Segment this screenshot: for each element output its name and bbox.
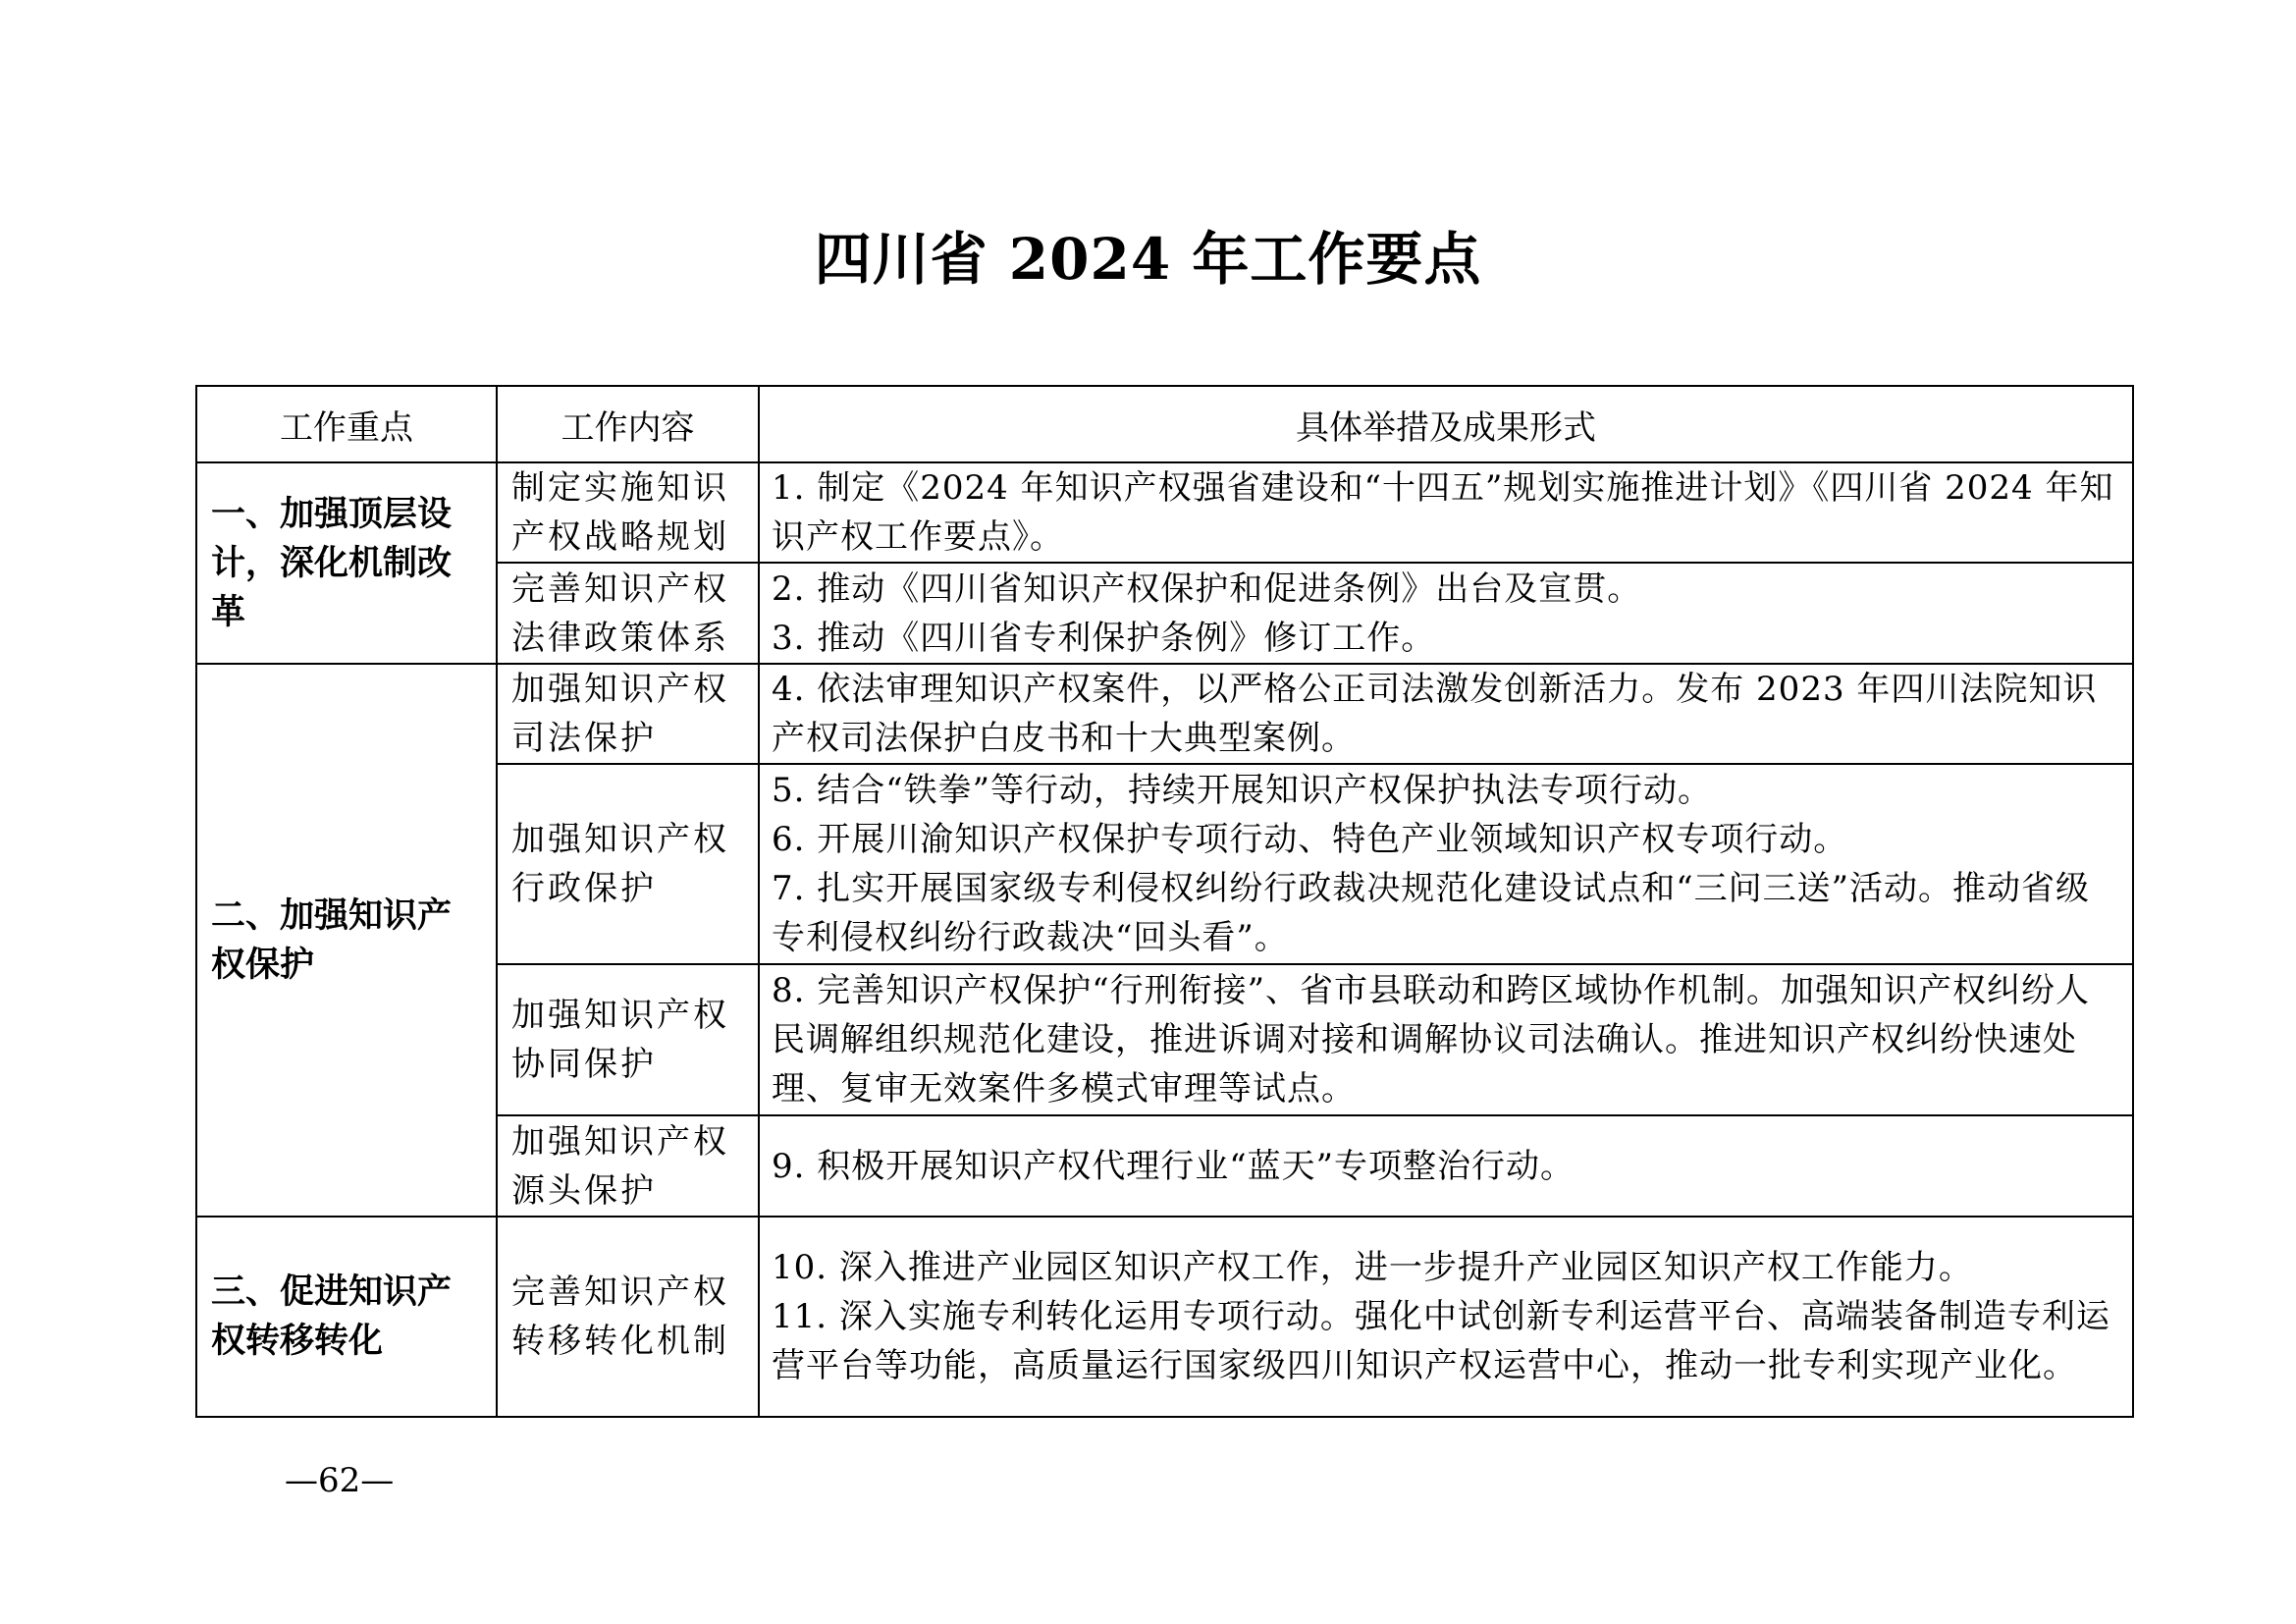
header-content: 工作内容 — [497, 386, 759, 462]
measure-item: 10. 深入推进产业园区知识产权工作，进一步提升产业园区知识产权工作能力。 — [772, 1248, 1973, 1287]
measure-item: 2. 推动《四川省知识产权保护和促进条例》出台及宣贯。 — [772, 568, 1642, 609]
focus-cell: 一、加强顶层设计，深化机制改革 — [196, 462, 497, 664]
content-cell: 完善知识产权转移转化机制 — [497, 1217, 759, 1417]
measure-item: 5. 结合“铁拳”等行动，持续开展知识产权保护执法专项行动。 — [772, 771, 1713, 810]
measure-item: 8. 完善知识产权保护“行刑衔接”、省市县联动和跨区域协作机制。加强知识产权纠纷人民调解组织规范化建设，推进诉调对接和调解协议司法确认。推进知识产权纠纷快速处理、复审无效案件多模式审理等试点。 — [772, 971, 2091, 1109]
measures-cell — [759, 964, 2133, 1115]
measure-item: 6. 开展川渝知识产权保护专项行动、特色产业领域知识产权专项行动。 — [772, 820, 1848, 859]
measure-item: 1. 制定《2024 年知识产权强省建设和“十四五”规划实施推进计划》《四川省 2024 年知识产权工作要点》。 — [772, 468, 2114, 557]
content-cell: 制定实施知识产权战略规划 — [497, 462, 759, 563]
page-title: 四川省 2024 年工作要点 — [814, 226, 1482, 293]
content-cell: 完善知识产权法律政策体系 — [497, 563, 759, 664]
table-row — [196, 1217, 2133, 1417]
focus-cell: 三、促进知识产权转移转化 — [196, 1217, 497, 1417]
measure-item: 4. 依法审理知识产权案件，以严格公正司法激发创新活力。发布 2023 年四川法院知识产权司法保护白皮书和十大典型案例。 — [772, 670, 2098, 758]
table-row — [196, 462, 2133, 563]
measures-cell — [759, 764, 2133, 964]
measures-cell — [759, 563, 2133, 664]
header-focus: 工作重点 — [196, 386, 497, 462]
header-measures: 具体举措及成果形式 — [759, 386, 2133, 462]
measure-item: 11. 深入实施专利转化运用专项行动。强化中试创新专利运营平台、高端装备制造专利运营平台等功能，高质量运行国家级四川知识产权运营中心，推动一批专利实现产业化。 — [772, 1297, 2110, 1385]
measure-item: 9. 积极开展知识产权代理行业“蓝天”专项整治行动。 — [772, 1146, 1575, 1186]
measures-cell — [759, 1217, 2133, 1417]
content-cell: 加强知识产权行政保护 — [497, 764, 759, 964]
content-cell: 加强知识产权司法保护 — [497, 664, 759, 764]
measures-cell — [759, 664, 2133, 764]
focus-cell: 二、加强知识产权保护 — [196, 664, 497, 1217]
measures-cell — [759, 462, 2133, 563]
work-points-table — [195, 385, 2134, 1418]
page-number: —62— — [285, 1461, 395, 1500]
content-cell: 加强知识产权源头保护 — [497, 1115, 759, 1217]
measure-item: 3. 推动《四川省专利保护条例》修订工作。 — [772, 618, 1436, 658]
table-header-row — [196, 386, 2133, 462]
table-row — [196, 664, 2133, 764]
content-cell: 加强知识产权协同保护 — [497, 964, 759, 1115]
measure-item: 7. 扎实开展国家级专利侵权纠纷行政裁决规范化建设试点和“三问三送”活动。推动省级专利侵权纠纷行政裁决“回头看”。 — [772, 869, 2091, 957]
measures-cell — [759, 1115, 2133, 1217]
